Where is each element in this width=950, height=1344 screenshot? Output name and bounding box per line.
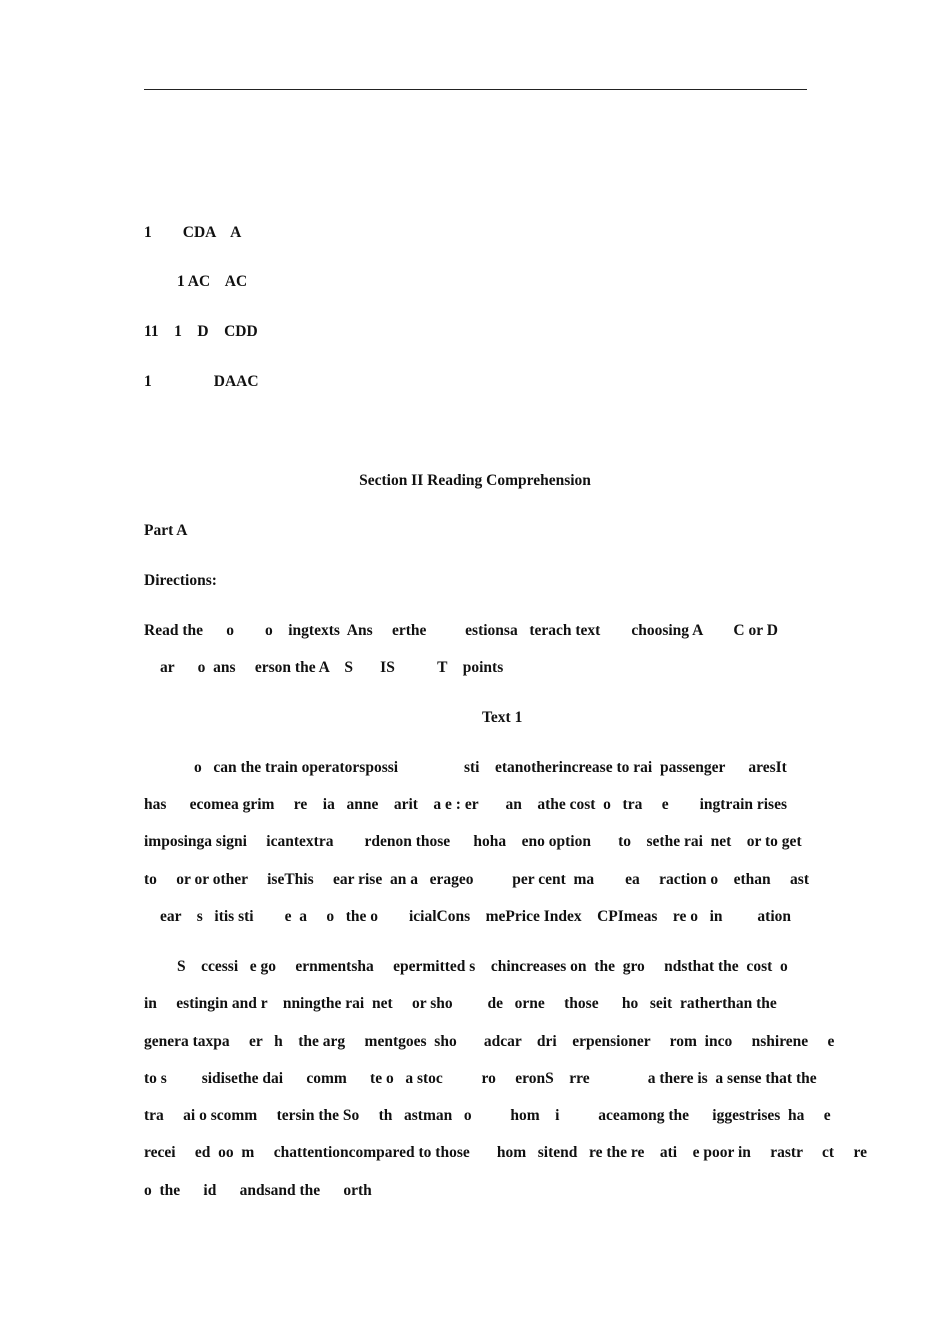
p1-line-5: ear s itis sti e a o the o icialCons mePrice Index CPImeas re o in ation [160, 908, 791, 925]
p1-line-3: imposinga signi icantextra rdenon those hoha eno option to sethe rai net or to get [144, 833, 802, 850]
p1-line-1: o can the train operatorspossi sti etanotherincrease to rai passenger aresIt [194, 759, 787, 776]
text1-title: Text 1 [482, 709, 523, 726]
answer-row-3: 11 1 D CDD [144, 323, 258, 340]
header-rule [144, 89, 807, 90]
p1-line-4: to or or other iseThis ear rise an a erageo per cent ma ea raction o ethan ast [144, 871, 809, 888]
p1-line-2: has ecomea grim re ia anne arit a e : er an athe cost o tra e ingtrain rises [144, 796, 788, 813]
directions-line-1: Read the o o ingtexts Ans erthe estionsa terach text choosing A C or D [144, 622, 778, 639]
directions-line-2: ar o ans erson the A S IS T points [160, 659, 504, 676]
p2-line-6: recei ed oo m chattentioncompared to those hom sitend re the re ati e poor in rastr ct re [144, 1144, 867, 1161]
part-label: Part A [144, 522, 188, 539]
p2-line-1: S ccessi e go ernmentsha epermitted s chincreases on the gro ndsthat the cost o [177, 958, 788, 975]
answer-row-4: 1 DAAC [144, 373, 259, 390]
p2-line-2: in estingin and r nningthe rai net or sho de orne those ho seit ratherthan the [144, 995, 777, 1012]
p2-line-3: genera taxpa er h the arg mentgoes sho adcar dri erpensioner rom inco nshirene e [144, 1033, 835, 1050]
p2-line-4: to s sidisethe dai comm te o a stoc ro eronS rre a there is a sense that the [144, 1070, 817, 1087]
answer-row-2: 1 AC AC [177, 273, 248, 290]
answer-row-1: 1 CDA A [144, 224, 242, 241]
p2-line-7: o the id andsand the orth [144, 1182, 372, 1199]
p2-line-5: tra ai o scomm tersin the So th astman o hom i aceamong the iggestrises ha e [144, 1107, 831, 1124]
section-title: Section II Reading Comprehension [359, 472, 591, 489]
directions-label: Directions: [144, 572, 217, 589]
